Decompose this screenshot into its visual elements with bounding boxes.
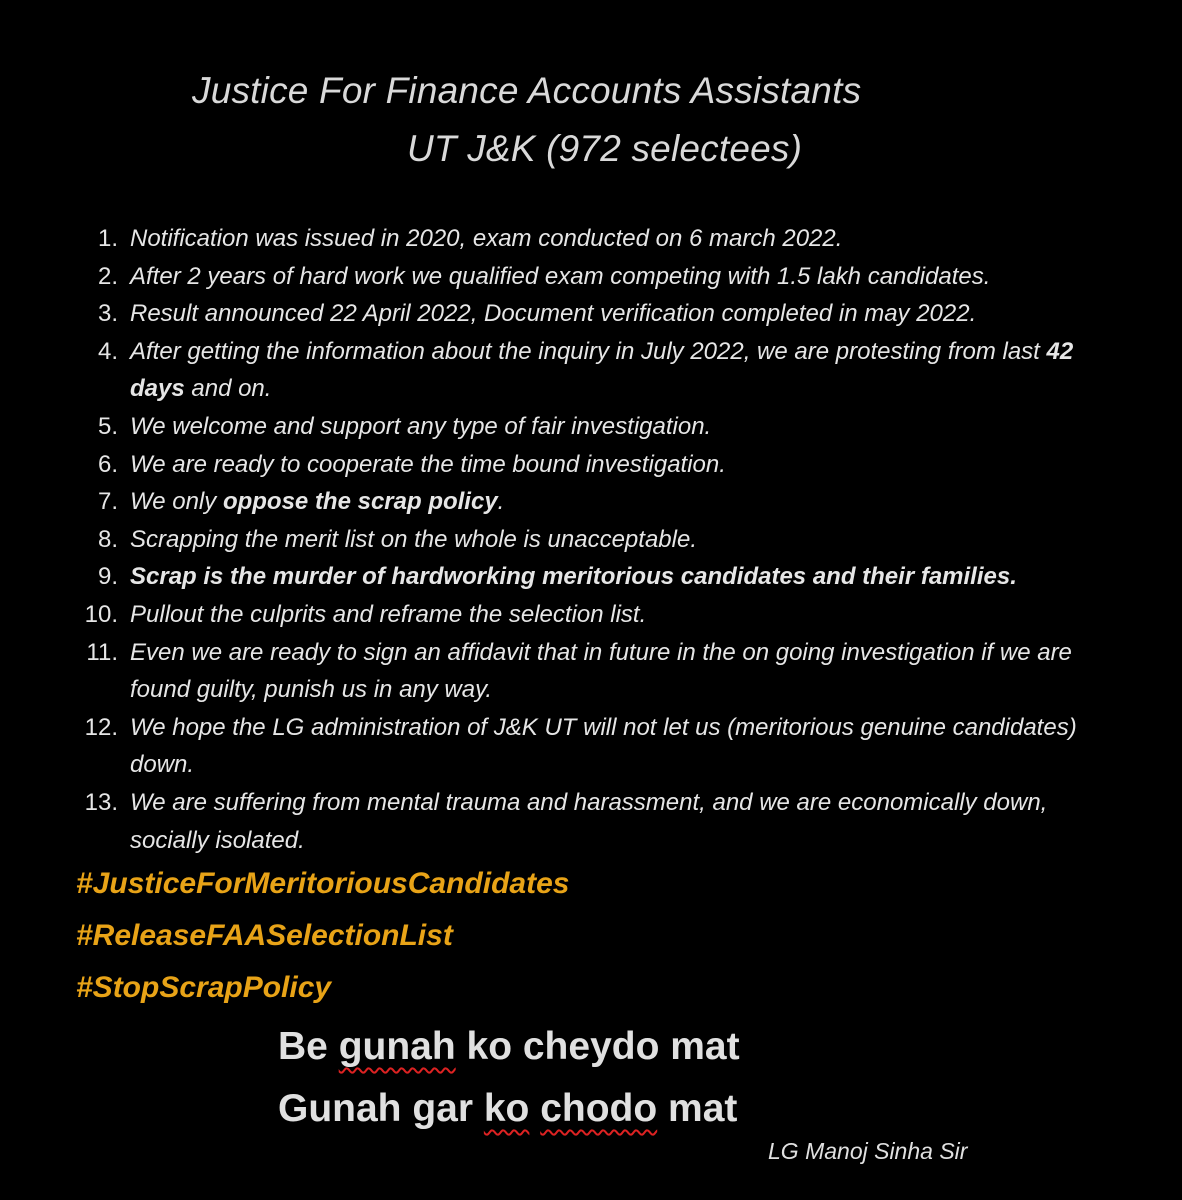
misspelled-word: ko — [483, 1087, 530, 1130]
page-title — [0, 62, 1182, 178]
item-number: 1. — [97, 225, 118, 252]
item-text: We are ready to cooperate the time bound investigation. — [130, 450, 726, 478]
item-text-bold: Scrap is the murder of hardworking meritorious candidates and their families. — [130, 563, 1017, 591]
item-text: Pullout the culprits and reframe the selection list. — [130, 600, 647, 628]
list-item — [68, 258, 1128, 296]
list-item — [68, 596, 1128, 634]
item-text: Result announced 22 April 2022, Document verification completed in may 2022. — [130, 300, 977, 328]
item-text: We are suffering from mental trauma and harassment, and we are economically down, socially isolated. — [130, 788, 1048, 854]
item-number: 6. — [97, 450, 118, 478]
misspelled-word: chodo — [540, 1087, 658, 1130]
item-number: 10. — [84, 600, 118, 628]
item-number: 11. — [86, 638, 118, 666]
list-item — [68, 295, 1128, 333]
list-item — [68, 483, 1128, 521]
item-text-post: . — [497, 488, 505, 516]
item-number: 8. — [97, 525, 118, 553]
item-text: After 2 years of hard work we qualified exam competing with 1.5 lakh candidates. — [130, 262, 991, 290]
item-number: 2. — [97, 262, 118, 290]
hashtag[interactable]: #StopScrapPolicy — [76, 971, 332, 1004]
item-number: 13. — [84, 788, 118, 816]
quote — [278, 1016, 740, 1140]
list-item — [68, 446, 1128, 484]
item-number: 3. — [97, 300, 118, 328]
list-item — [68, 558, 1128, 596]
hashtag[interactable]: #JusticeForMeritoriousCandidates — [76, 867, 570, 900]
list-item — [68, 521, 1128, 559]
item-text: We welcome and support any type of fair investigation. — [130, 412, 712, 440]
item-number: 12. — [84, 713, 118, 741]
item-text: Scrapping the merit list on the whole is unacceptable. — [130, 525, 697, 553]
item-text — [130, 558, 1128, 596]
item-text-bold: 42 days — [130, 337, 1074, 403]
item-text-post: and on. — [184, 375, 272, 403]
item-number: 7. — [97, 488, 118, 516]
item-number: 5. — [97, 412, 118, 440]
title-line-2: UT J&K (972 selectees) — [407, 128, 803, 169]
hashtags — [76, 858, 569, 1014]
item-text — [130, 483, 1128, 521]
list-item — [68, 408, 1128, 446]
signature: LG Manoj Sinha Sir — [768, 1138, 968, 1164]
points-list — [68, 220, 1128, 859]
list-item — [68, 709, 1128, 784]
item-text: We hope the LG administration of J&K UT will not let us (meritorious genuine candidates) down. — [130, 713, 1077, 779]
list-item — [68, 634, 1128, 709]
quote-line-1 — [278, 1016, 740, 1078]
misspelled-word: gunah — [338, 1025, 456, 1068]
quote-part: Be — [278, 1025, 339, 1068]
item-text-pre: We only — [130, 488, 223, 516]
quote-part: Gunah gar — [278, 1087, 484, 1130]
item-text: Even we are ready to sign an affidavit that in future in the on going investigation if we are found guilty, punish us in any way. — [130, 638, 1072, 704]
quote-part — [529, 1087, 540, 1130]
quote-part: ko cheydo mat — [455, 1025, 740, 1068]
hashtag[interactable]: #ReleaseFAASelectionList — [76, 919, 453, 952]
quote-part: mat — [657, 1087, 738, 1130]
item-number: 9. — [97, 563, 118, 591]
list-item — [68, 220, 1128, 258]
item-text — [130, 333, 1128, 408]
item-text-bold: oppose the scrap policy — [222, 488, 498, 516]
list-item — [68, 784, 1128, 859]
item-text-pre: After getting the information about the inquiry in July 2022, we are protesting from last — [130, 337, 1047, 365]
item-text: Notification was issued in 2020, exam conducted on 6 march 2022. — [130, 225, 843, 252]
quote-line-2 — [278, 1078, 740, 1140]
list-item — [68, 333, 1128, 408]
item-number: 4. — [97, 337, 118, 365]
title-line-1: Justice For Finance Accounts Assistants — [192, 70, 862, 111]
